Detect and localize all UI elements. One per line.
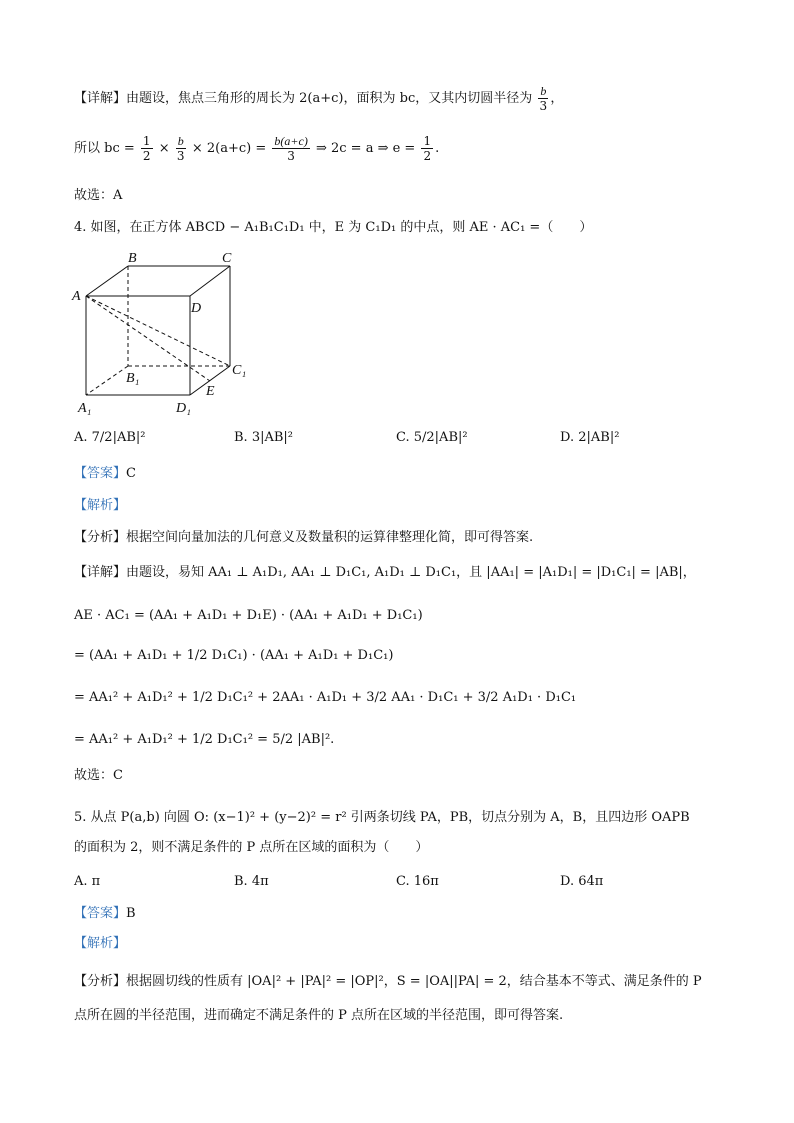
q4-option-d[interactable]: D. 2|AB|² bbox=[560, 430, 620, 445]
q5-answer: 【答案】B bbox=[74, 906, 136, 921]
q4-eq-3: = AA₁² + A₁D₁² + 1/2 D₁C₁² + 2AA₁ · A₁D₁ + 3/2 AA₁ · D₁C₁ + 3/2 A₁D₁ · D₁C₁ bbox=[74, 690, 577, 705]
fraction-3: $\frac{b(a+c)}{3}$ bbox=[274, 134, 308, 163]
q5-option-b[interactable]: B. 4π bbox=[234, 874, 269, 889]
q5-option-a[interactable]: A. π bbox=[74, 874, 101, 889]
q4-option-b[interactable]: B. 3|AB|² bbox=[234, 430, 294, 445]
label-C: C bbox=[222, 251, 232, 266]
q5-fenxi: 【分析】根据圆切线的性质有 |OA|² + |PA|² = |OP|²，S = |OA||PA| = 2，结合基本不等式、满足条件的 P bbox=[74, 974, 702, 989]
question-5-title-2: 的面积为 2，则不满足条件的 P 点所在区域的面积为（ ） bbox=[74, 840, 429, 855]
q5-option-c[interactable]: C. 16π bbox=[396, 874, 439, 889]
q4-jiexi: 【解析】 bbox=[74, 498, 127, 513]
label-C1: C₁ bbox=[232, 363, 247, 378]
q5-option-d[interactable]: D. 64π bbox=[560, 874, 604, 889]
label-B: B bbox=[128, 251, 137, 266]
label-B1: B₁ bbox=[126, 371, 140, 386]
cube-figure bbox=[70, 250, 260, 420]
q4-option-c[interactable]: C. 5/2|AB|² bbox=[396, 430, 468, 445]
fraction-4: $\frac{1}{2}$ bbox=[423, 134, 432, 163]
q5-jiexi: 【解析】 bbox=[74, 936, 127, 951]
q4-eq-4: = AA₁² + A₁D₁² + 1/2 D₁C₁² = 5/2 |AB|². bbox=[74, 732, 335, 747]
label-A: A bbox=[72, 289, 81, 304]
detail-tag: 【详解】 bbox=[74, 91, 127, 106]
choose-line-1: 故选：A bbox=[74, 188, 123, 203]
label-E: E bbox=[206, 384, 215, 399]
q4-detail: 【详解】由题设，易知 AA₁ ⊥ A₁D₁, AA₁ ⊥ D₁C₁, A₁D₁ ⊥ D₁C₁，且 |AA₁| = |A₁D₁| = |D₁C₁| = |AB|， bbox=[74, 565, 696, 580]
detail-text: 由题设，焦点三角形的周长为 2(a+c)，面积为 bc，又其内切圆半径为 bbox=[126, 91, 533, 106]
detail-line-1: 【详解】由题设，焦点三角形的周长为 2(a+c)，面积为 bc，又其内切圆半径为 $\frac{b}{3}$ ， bbox=[74, 84, 564, 113]
fraction-b-over-3: $\frac{b}{3}$ bbox=[539, 84, 548, 113]
q4-answer: 【答案】C bbox=[74, 466, 136, 481]
label-D1: D₁ bbox=[176, 401, 191, 416]
q4-eq-2: = (AA₁ + A₁D₁ + 1/2 D₁C₁) · (AA₁ + A₁D₁ + D₁C₁) bbox=[74, 648, 394, 663]
q4-fenxi: 【分析】根据空间向量加法的几何意义及数量积的运算律整理化简，即可得答案. bbox=[74, 530, 534, 545]
fraction-1: $\frac{1}{2}$ bbox=[142, 134, 151, 163]
label-A1: A₁ bbox=[78, 401, 92, 416]
q4-eq-1: AE · AC₁ = (AA₁ + A₁D₁ + D₁E) · (AA₁ + A₁D₁ + D₁C₁) bbox=[74, 608, 423, 623]
detail-line-2: 所以 bc = $\frac{1}{2}$ × $\frac{b}{3}$ × 2(a+c) = $\frac{b(a+c)}{3}$ ⇒ 2c = a ⇒ e = $\frac{1}{2}$ . bbox=[74, 134, 440, 163]
q4-option-a[interactable]: A. 7/2|AB|² bbox=[74, 430, 146, 445]
q5-fenxi-2: 点所在圆的半径范围，进而确定不满足条件的 P 点所在区域的半径范围，即可得答案. bbox=[74, 1008, 564, 1023]
label-D: D bbox=[191, 301, 202, 316]
question-5-title: 5. 从点 P(a,b) 向圆 O: (x−1)² + (y−2)² = r² 引两条切线 PA，PB，切点分别为 A，B，且四边形 OAPB bbox=[74, 810, 690, 825]
fraction-2: $\frac{b}{3}$ bbox=[176, 134, 185, 163]
q4-choose: 故选：C bbox=[74, 768, 123, 783]
question-4-title: 4. 如图，在正方体 ABCD − A₁B₁C₁D₁ 中，E 为 C₁D₁ 的中点，则 AE · AC₁ =（ ） bbox=[74, 220, 593, 235]
